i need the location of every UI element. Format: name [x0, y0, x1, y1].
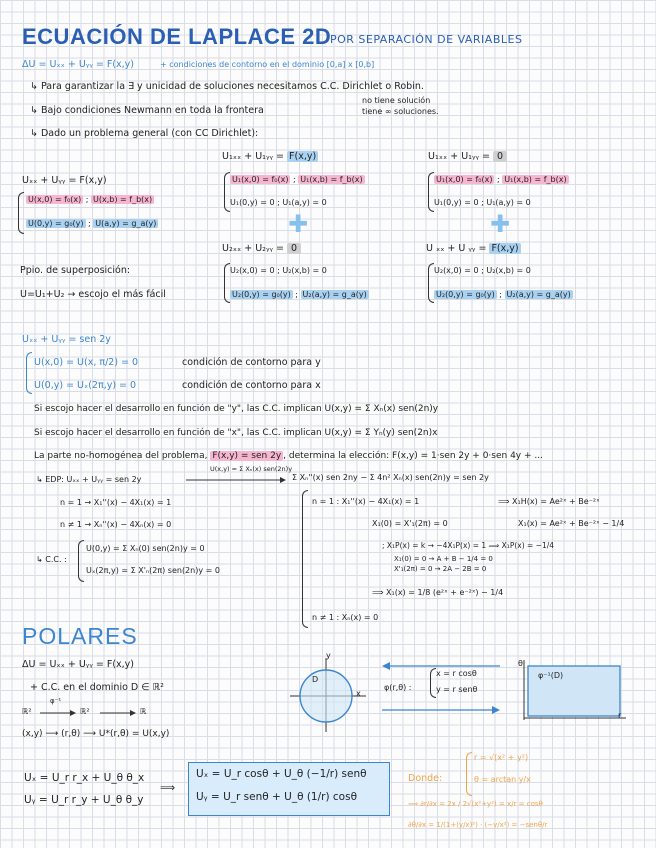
general-cc-2a: U(0,y) = g₀(y)	[28, 219, 84, 228]
polares-eq: ΔU = Uₓₓ + Uᵧᵧ = F(x,y)	[22, 659, 135, 670]
dtheta-dx: ∂θ/∂x = 1/(1+(y/x)²) · (−y/x²) = −senθ/r	[408, 821, 548, 829]
donde-label: Donde:	[408, 773, 443, 784]
intro-line-2: ↳ Bajo condiciones Newmann en toda la frontera	[30, 105, 264, 116]
col1-top-cc-2: U₁(0,y) = 0 ; U₁(a,y) = 0	[230, 198, 327, 207]
nonhom-a: La parte no-homogénea del problema,	[34, 451, 208, 461]
superposition-sum: U=U₁+U₂ → escojo el más fácil	[20, 289, 166, 300]
sol-particular: ; X₁P(x) = k → −4X₁P(x) = 1 ⟹ X₁P(x) = −1/4	[382, 541, 555, 550]
dr-dx: ⟹ ∂r/∂x = 2x / 2√(x²+y²) = x/r = cosθ	[408, 800, 543, 808]
sol-final: ⟹ X₁(x) = 1/8 (e²ˣ + e⁻²ˣ) − 1/4	[372, 588, 504, 597]
general-cc-1a: U(x,0) = f₀(x)	[28, 195, 82, 204]
sol-homog: ⟹ X₁H(x) = Ae²ˣ + Be⁻²ˣ	[498, 497, 600, 506]
sol-eq2: X'₁(2π) = 0 → 2A − 2B = 0	[394, 565, 487, 573]
col1-top-pde: U₁ₓₓ + U₁ᵧᵧ =	[222, 151, 285, 162]
map-r: ℝ	[140, 707, 147, 716]
page-title: ECUACIÓN DE LAPLACE 2D	[22, 24, 332, 49]
intro-line-3: ↳ Dado un problema general (con CC Dirichlet):	[30, 128, 259, 139]
col2-bottom-cc-2a: U₂(0,y) = g₀(y)	[436, 290, 495, 299]
col2-top-cc-2: U₁(0,y) = 0 ; U₁(a,y) = 0	[434, 198, 531, 207]
result-ux: Uₓ = U_r cosθ + U_θ (−1/r) senθ	[196, 768, 367, 780]
phi-label: φ(r,θ) :	[384, 683, 412, 692]
example-cc-brace	[26, 352, 32, 394]
implies-arrow: ⟹	[160, 782, 176, 794]
arrow-icon	[186, 476, 286, 484]
polares-title: POLARES	[22, 623, 138, 649]
map-r2-b: ℝ²	[80, 707, 90, 716]
laplace-equation: ΔU = Uₓₓ + Uᵧᵧ = F(x,y)	[22, 59, 135, 70]
col2-bottom-rhs: F(x,y)	[491, 243, 519, 254]
example-cc-y: U(x,0) = U(x, π/2) = 0	[34, 357, 139, 368]
expansion-in-y: Si escojo hacer el desarrollo en función de "y", las C.C. implican U(x,y) = Σ Xₙ(x) sen(2n)y	[34, 404, 439, 414]
general-pde: Uₓₓ + Uᵧᵧ = F(x,y)	[22, 175, 107, 186]
theta-definition: θ = arctan y/x	[474, 775, 531, 784]
example-cc-x-text: condición de contorno para x	[182, 380, 321, 391]
col1-top-cc-1b: U₁(x,b) = f_b(x)	[300, 175, 363, 184]
theta-axis-label: θ	[518, 659, 523, 668]
x-axis-label: x	[356, 689, 361, 698]
superposition-label: Ppio. de superposición:	[20, 265, 131, 276]
nonhom-b: , determina la elección: F(x,y) = 1·sen 2y + 0·sen 4y + ...	[283, 451, 543, 461]
result-uy: Uᵧ = U_r senθ + U_θ (1/r) cosθ	[196, 791, 357, 803]
phi-y: y = r senθ	[436, 685, 478, 694]
intro-line-1: ↳ Para garantizar la ∃ y unicidad de soluciones necesitamos C.C. Dirichlet o Robin.	[30, 81, 424, 92]
phi-x: x = r cosθ	[436, 669, 477, 678]
sol-general: X₁(x) = Ae²ˣ + Be⁻²ˣ − 1/4	[518, 519, 625, 528]
rect-label: φ⁻¹(D)	[538, 671, 564, 680]
col1-bottom-cc-2a: U₂(0,y) = g₀(y)	[232, 290, 291, 299]
col2-top-cc-1b: U₁(x,b) = f_b(x)	[504, 175, 567, 184]
neumann-no-solution: no tiene solución	[362, 96, 431, 105]
case-n1: n = 1 → X₁''(x) − 4X₁(x) = 1	[60, 498, 172, 507]
edp-result: Σ Xₙ''(x) sen 2ny − Σ 4n² Xₙ(x) sen(2n)y = sen 2y	[292, 473, 489, 482]
col2-bottom-cc-1: U₂(x,0) = 0 ; U₂(x,b) = 0	[434, 266, 531, 275]
example-cc-y-text: condición de contorno para y	[182, 357, 321, 368]
edp: ↳ EDP: Uₓₓ + Uᵧᵧ = sen 2y	[36, 475, 142, 484]
y-axis-label: y	[326, 651, 331, 660]
col1-bottom-cc-1: U₂(x,0) = 0 ; U₂(x,b) = 0	[230, 266, 327, 275]
example-cc-x: U(0,y) = Uₓ(2π,y) = 0	[34, 380, 137, 391]
general-cc-2b: U(a,y) = g_a(y)	[95, 219, 157, 228]
col2-bottom-cc-2b: U₂(a,y) = g_a(y)	[506, 290, 571, 299]
general-cc-1b: U(x,b) = f_b(x)	[93, 195, 153, 204]
solution-brace	[302, 490, 308, 628]
cc-brace	[78, 540, 84, 582]
arrow-icon	[100, 709, 136, 717]
polares-cc: + C.C. en el dominio D ∈ ℝ²	[30, 682, 164, 693]
col1-bottom-cc-2b: U₂(a,y) = g_a(y)	[302, 290, 367, 299]
general-cc-brace	[18, 192, 24, 234]
plus-icon: ✚	[288, 210, 309, 238]
nonhom-f: F(x,y) = sen 2y	[212, 451, 282, 461]
edp-above: U(x,y) = Σ Xₙ(x) sen(2n)y	[210, 465, 293, 473]
neumann-infinite-solutions: tiene ∞ soluciones.	[362, 107, 439, 116]
col1-top-rhs: F(x,y)	[289, 151, 317, 162]
sol-cc: X₁(0) = X'₁(2π) = 0	[372, 519, 448, 528]
sol-eq1: X₁(0) = 0 → A + B − 1/4 = 0	[394, 555, 493, 563]
sol-n-ne-1: n ≠ 1 : Xₙ(x) = 0	[312, 613, 379, 622]
case-n-ne-1: n ≠ 1 → Xₙ''(x) − 4Xₙ(x) = 0	[60, 520, 172, 529]
map-r2-a: ℝ²	[22, 707, 32, 716]
col2-bottom-pde: U ₓₓ + U ᵧᵧ =	[426, 243, 487, 254]
cc-a: U(0,y) = Σ Xₙ(0) sen(2n)y = 0	[86, 544, 205, 553]
arrow-icon	[40, 709, 76, 717]
map-phi: φ⁻¹	[50, 697, 62, 705]
cc-label: ↳ C.C. :	[36, 555, 67, 564]
example-pde: Uₓₓ + Uᵧᵧ = sen 2y	[22, 334, 111, 345]
page-subtitle: POR SEPARACIÓN DE VARIABLES	[330, 33, 523, 46]
rectangle-domain-diagram	[516, 660, 628, 722]
expansion-in-x: Si escojo hacer el desarrollo en función de "x", las C.C. implican U(x,y) = Σ Yₙ(y) sen(2n)x	[34, 428, 438, 438]
chain-rule-x: Uₓ = U_r r_x + U_θ θ_x	[24, 772, 145, 784]
r-axis-label: r	[618, 711, 622, 720]
plus-icon: ✚	[490, 210, 511, 238]
col2-top-rhs: 0	[493, 151, 507, 162]
domain-note: + condiciones de contorno en el dominio [0,a] x [0,b]	[160, 60, 375, 69]
col1-top-cc-1a: U₁(x,0) = f₀(x)	[232, 175, 289, 184]
cc-b: Uₓ(2π,y) = Σ X'ₙ(2π) sen(2n)y = 0	[86, 566, 220, 575]
r-definition: r = √(x² + y²)	[474, 753, 529, 762]
donde-brace	[466, 752, 472, 796]
disk-label: D	[312, 675, 319, 684]
col2-top-cc-1a: U₁(x,0) = f₀(x)	[436, 175, 493, 184]
col1-bottom-pde: U₂ₓₓ + U₂ᵧᵧ =	[222, 243, 285, 254]
chain-rule-y: Uᵧ = U_r r_y + U_θ θ_y	[24, 794, 144, 806]
col1-bottom-rhs: 0	[287, 243, 301, 254]
sol-n1: n = 1 : X₁''(x) − 4X₁(x) = 1	[312, 497, 420, 506]
col2-top-pde: U₁ₓₓ + U₁ᵧᵧ =	[428, 151, 491, 162]
map-chain: (x,y) ⟶ (r,θ) ⟶ U*(r,θ) = U(x,y)	[22, 729, 170, 739]
